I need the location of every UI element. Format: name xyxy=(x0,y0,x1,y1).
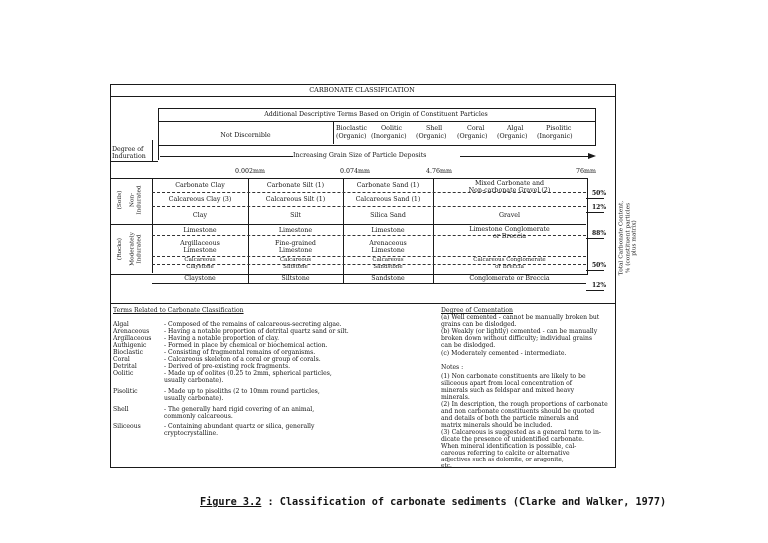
term-detrital-def: - Derived of pre-existing rock fragments. xyxy=(164,363,291,370)
percent-tick-5 xyxy=(586,290,604,291)
caption-text: : Classification of carbonate sediments (Clarke and Walker, 1977) xyxy=(261,497,667,508)
additional-terms-divider xyxy=(158,121,595,122)
cell-mixed-carbonate-2: Non-carbonate Gravel (2) xyxy=(468,187,551,194)
particle-origin-oolitic: (Inorganic) xyxy=(371,133,407,140)
term-bioclastic-def: - Consisting of fragmental remains of organisms. xyxy=(164,349,316,356)
term-arenaceous-def: - Having a notable proportion of detrital quartz sand or silt. xyxy=(164,328,349,335)
note-line-2: minerals such as feldspar and mixed heavy xyxy=(441,387,575,394)
cell-silica-sand: Silica Sand xyxy=(370,212,406,219)
cell-claystone: Claystone xyxy=(184,275,216,282)
bottom-row-divider xyxy=(152,283,586,284)
note-line-0: (1) Non carbonate constituents are likely to be xyxy=(441,373,586,380)
figure-number: Figure 3.2 xyxy=(200,497,262,508)
cementation-line-3: broken down without difficulty; individual grains xyxy=(441,335,593,342)
notes-heading: Notes : xyxy=(441,364,464,371)
percent-88-rock: 88% xyxy=(592,230,607,237)
percent-50-rock: 50% xyxy=(592,262,607,269)
induration-right-divider xyxy=(158,144,159,160)
cell-mixed-carbonate-1: Mixed Carbonate and xyxy=(474,180,545,187)
moderately-indurated-label: Moderately Indurated xyxy=(129,232,142,266)
cell-limestone-2: Limestone xyxy=(278,227,313,234)
soils-label: (Soils) xyxy=(116,190,123,210)
cell-limestone-conglomerate-1: Limestone Conglomerate xyxy=(469,226,550,233)
soil-row-divider-2 xyxy=(152,206,586,207)
term-pisolitic-def-1: - Made up to pisoliths (2 to 10mm round particles, xyxy=(164,388,320,395)
cementation-line-0: (a) Well cemented - cannot be manually broken but xyxy=(441,314,600,321)
note-line-1: siliceous apart from local concentration of xyxy=(441,380,573,387)
section-divider xyxy=(110,303,615,304)
bottom-row-divider-v2 xyxy=(343,273,344,283)
percent-tick-4 xyxy=(586,270,604,271)
cell-siltstone: Siltstone xyxy=(281,275,310,282)
cell-conglomerate-or-breccia: Conglomerate or Breccia xyxy=(469,275,550,282)
note-line-7: matrix minerals should be included. xyxy=(441,422,553,429)
soil-rock-divider xyxy=(110,224,586,225)
title-divider xyxy=(110,96,615,97)
cell-calcareous-sandstone-2: Sandstone xyxy=(373,264,403,270)
particle-type-algal: Algal xyxy=(507,125,524,132)
bottom-row-divider-v1 xyxy=(248,273,249,283)
grain-size-arrow-line-right xyxy=(460,156,588,157)
note-line-6: and details of both the particle minerals and xyxy=(441,415,579,422)
cell-calcareous-sand: Calcareous Sand (1) xyxy=(355,196,421,203)
term-algal: Algal xyxy=(113,321,129,328)
grain-size-1: 0.074mm xyxy=(340,168,370,175)
term-siliceous: Siliceous xyxy=(113,423,141,430)
cell-calcareous-conglomerate-2: or Breccia xyxy=(495,264,524,270)
induration-left-divider xyxy=(152,140,153,161)
term-shell-def-2: commonly calcareous. xyxy=(164,413,233,420)
term-authigenic: Authigenic xyxy=(113,342,147,349)
term-oolitic-def-1: - Made up of oolites (0.25 to 2mm, spherical particles, xyxy=(164,370,332,377)
term-shell-def-1: - The generally hard rigid covering of an animal, xyxy=(164,406,315,413)
term-shell: Shell xyxy=(113,406,129,413)
grain-size-0: 0.002mm xyxy=(235,168,265,175)
cell-calcareous-clay: Calcareous Clay (3) xyxy=(168,196,232,203)
particle-type-shell: Shell xyxy=(426,125,443,132)
term-pisolitic: Pisolitic xyxy=(113,388,138,395)
degree-of-induration-label-1: Degree of xyxy=(112,146,144,153)
particle-type-bioclastic: Bioclastic xyxy=(336,125,368,132)
cementation-line-1: grains can be dislodged. xyxy=(441,321,517,328)
grain-size-arrowhead xyxy=(588,153,596,159)
non-indurated-label: Non- Indurated xyxy=(129,185,142,215)
cell-calcareous-sandstone-1: Calcareous xyxy=(372,257,404,263)
percent-50-soil: 50% xyxy=(592,190,607,197)
note-line-11: careous referring to calcite or alternative xyxy=(441,450,570,457)
term-pisolitic-def-2: usually carbonate). xyxy=(164,395,224,402)
cell-calcareous-siltstone-1: Calcareous xyxy=(279,257,312,263)
grain-size-2: 4.76mm xyxy=(426,168,452,175)
cementation-heading: Degree of Cementation xyxy=(441,307,513,314)
cell-argillaceous-2: Limestone xyxy=(183,247,217,254)
additional-terms-header: Additional Descriptive Terms Based on Origin of Constituent Particles xyxy=(264,111,488,118)
cell-carbonate-sand: Carbonate Sand (1) xyxy=(356,182,420,189)
particle-origin-bioclastic: (Organic) xyxy=(336,133,367,140)
term-coral-def: - Calcareous skeleton of a coral or group of corals. xyxy=(164,356,321,363)
note-line-4: (2) In description, the rough proportions of carbonate xyxy=(441,401,608,408)
cell-limestone-1: Limestone xyxy=(183,227,217,234)
cell-calcareous-silt: Calcareous Silt (1) xyxy=(265,196,326,203)
cell-carbonate-silt: Carbonate Silt (1) xyxy=(266,182,325,189)
term-authigenic-def: - Formed in place by chemical or biochemical action. xyxy=(164,342,328,349)
grain-size-arrow-label: Increasing Grain Size of Particle Deposits xyxy=(293,152,427,159)
term-siliceous-def-2: cryptocrystalline. xyxy=(164,430,219,437)
grain-size-3: 76mm xyxy=(576,168,596,175)
term-argillaceous: Argillaceous xyxy=(113,335,152,342)
carbonate-content-label: Total Carbonate Content, % (constituent particles plus matrix) xyxy=(618,200,638,276)
cell-limestone-3: Limestone xyxy=(371,227,405,234)
particle-origin-shell: (Organic) xyxy=(416,133,447,140)
cell-calcareous-conglomerate-1: Calcareous Conglomerate xyxy=(473,257,546,263)
term-argillaceous-def: - Having a notable proportion of clay. xyxy=(164,335,280,342)
not-discernible-divider xyxy=(333,121,334,144)
percent-tick-2 xyxy=(586,212,604,213)
particle-type-pisolitic: Pisolitic xyxy=(546,125,572,132)
note-line-13: etc. xyxy=(441,463,452,469)
cell-limestone-conglomerate-2: or Breccia xyxy=(493,233,526,240)
note-line-5: and non carbonate constituents should be quoted xyxy=(441,408,595,415)
term-coral: Coral xyxy=(113,356,130,363)
cell-fine-grained-1: Fine-grained xyxy=(275,240,316,247)
cell-argillaceous-1: Argillaceous xyxy=(180,240,220,247)
cell-calcareous-claystone-2: Claystone xyxy=(186,264,214,270)
term-siliceous-def-1: - Containing abundant quartz or silica, generally xyxy=(164,423,315,430)
cell-fine-grained-2: Limestone xyxy=(278,247,313,254)
cementation-line-2: (b) Weakly (or lightly) cemented - can be manually xyxy=(441,328,598,335)
cell-arenaceous-1: Arenaceous xyxy=(369,240,407,247)
page-title: CARBONATE CLASSIFICATION xyxy=(309,86,415,94)
term-arenaceous: Arenaceous xyxy=(113,328,150,335)
bottom-row-divider-v3 xyxy=(433,273,434,283)
particle-origin-algal: (Organic) xyxy=(497,133,528,140)
cell-arenaceous-2: Limestone xyxy=(371,247,405,254)
particle-origin-coral: (Organic) xyxy=(457,133,488,140)
note-line-9: dicate the presence of unidentified carbonate. xyxy=(441,436,584,443)
cell-calcareous-claystone-1: Calcareous xyxy=(184,257,216,263)
rocks-label: (Rocks) xyxy=(116,237,123,261)
percent-12-soil: 12% xyxy=(592,204,607,211)
term-detrital: Detrital xyxy=(113,363,137,370)
note-line-12: adjectives such as dolomite, or aragonite, xyxy=(441,457,564,463)
particle-type-coral: Coral xyxy=(467,125,485,132)
terms-heading: Terms Related to Carbonate Classification xyxy=(113,307,244,314)
grain-size-arrow-line-left xyxy=(160,156,293,157)
figure-caption xyxy=(200,497,666,508)
cementation-line-5: (c) Moderately cemented - intermediate. xyxy=(441,350,567,357)
note-line-10: When mineral identification is possible, cal- xyxy=(441,443,577,450)
term-bioclastic: Bioclastic xyxy=(113,349,144,356)
cell-sandstone: Sandstone xyxy=(371,275,405,282)
term-oolitic: Oolitic xyxy=(113,370,134,377)
cell-calcareous-siltstone-2: Siltstone xyxy=(283,264,308,270)
term-algal-def: - Composed of the remains of calcareous-secreting algae. xyxy=(164,321,342,328)
cell-clay: Clay xyxy=(192,212,208,219)
percent-12-rock: 12% xyxy=(592,282,607,289)
cell-gravel: Gravel xyxy=(498,212,521,219)
note-line-8: (3) Calcareous is suggested as a general term to in- xyxy=(441,429,601,436)
percent-tick-3 xyxy=(586,238,604,239)
degree-of-induration-label-2: Induration xyxy=(112,153,146,160)
particle-type-oolitic: Oolitic xyxy=(381,125,403,132)
percent-tick-1 xyxy=(586,198,604,199)
cell-silt: Silt xyxy=(290,212,301,219)
particle-origin-pisolitic: (Inorganic) xyxy=(537,133,573,140)
term-oolitic-def-2: usually carbonate). xyxy=(164,377,224,384)
not-discernible-label: Not Discernible xyxy=(220,132,271,139)
cementation-line-4: can be dislodged. xyxy=(441,342,496,349)
note-line-3: minerals. xyxy=(441,394,470,401)
cell-carbonate-clay: Carbonate Clay xyxy=(175,182,225,189)
induration-divider xyxy=(110,161,158,162)
